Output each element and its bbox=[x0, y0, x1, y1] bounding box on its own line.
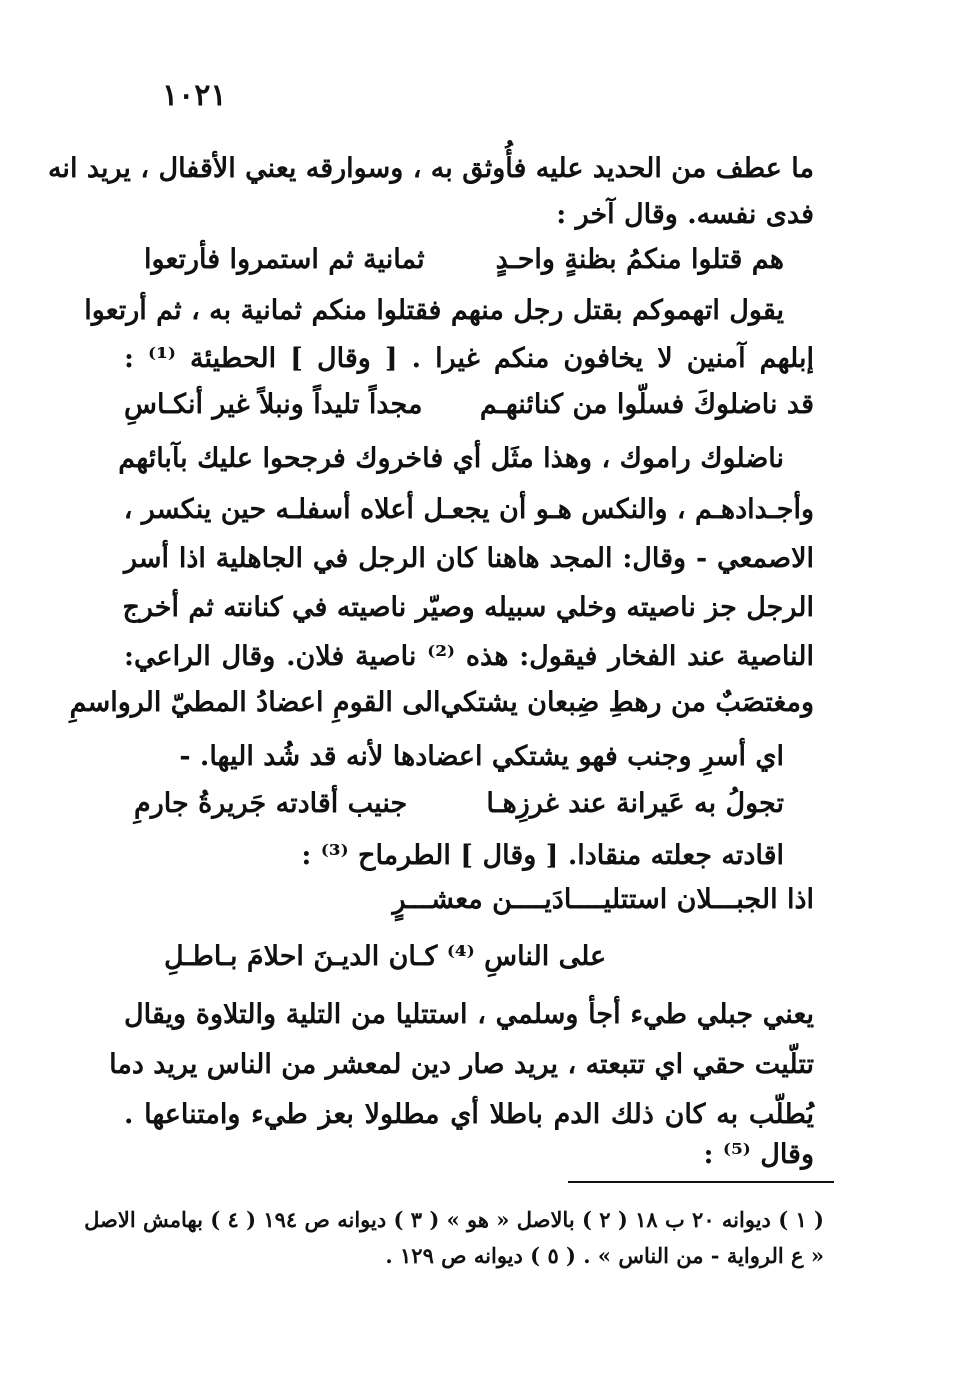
verse-second-hemistich: الى القومِ اعضادُ المطيّ الرواسمِ bbox=[69, 687, 441, 718]
verse-first-hemistich: ومغتصَبٌ من رهطِ ضِبعان يشتكي bbox=[440, 687, 814, 718]
footnote-line: ( ١ ) ديوانه ٢٠ ب ١٨ ( ٢ ) بالاصل « هو » ( ٣ ) ديوانه ص ١٩٤ ( ٤ ) بهامش الاصل bbox=[84, 1207, 824, 1232]
verse-line bbox=[69, 681, 814, 725]
text-line: تتلّيت حقي اي تتبعته ، يريد صار دين لمعشر من الناس يريد دما bbox=[109, 1049, 814, 1080]
text-line: وأجـدادهـم ، والنكس هـو أن يجعـل أعلاه أسفلـه حين ينكسر ، bbox=[123, 494, 814, 525]
text-line: يعني جبلي طيء أجأ وسلمي ، استتليا من التلية والتلاوة ويقال bbox=[124, 999, 814, 1030]
verse-second-hemistich: جنيب أقادته جَريرةُ جارمِ bbox=[134, 788, 408, 819]
text-line: يُطلّب به كان ذلك الدم باطلا أي مطلولا بعز طيء وامتناعها . bbox=[124, 1099, 814, 1130]
verse-line bbox=[124, 782, 814, 826]
text-line: الاصمعي - وقال: المجد هاهنا كان الرجل في الجاهلية اذا أسر bbox=[124, 543, 814, 574]
text-line: اي أسرِ وجنب فهو يشتكي اعضادها لأنه قد شُد اليها. - bbox=[179, 741, 784, 772]
text-line: فدى نفسه. وقال آخر : bbox=[556, 199, 814, 230]
verse-first-hemistich: قد ناضلوكَ فسلّوا من كنائنهـم bbox=[479, 389, 814, 420]
verse-line bbox=[124, 935, 814, 979]
text-line: ناضلوك راموك ، وهذا مثَل أي فاخروك فرجحوا عليك بآبائهم bbox=[118, 443, 784, 474]
verse-line: اذا الجبـــلان استتليــــادَيــــن معشـــرٍ bbox=[392, 884, 814, 915]
text-line: الناصية عند الفخار فيقول: هذه ⁽²⁾ ناصية فلان. وقال الراعي: bbox=[124, 641, 814, 672]
text-line: وقال ⁽⁵⁾ : bbox=[703, 1139, 814, 1170]
footnote-separator bbox=[568, 1181, 834, 1183]
verse-second-hemistich: مجداً تليداً ونبلاً غير أنكـاسِ bbox=[124, 389, 423, 420]
text-line: ما عطف من الحديد عليه فأُوثق به ، وسوارقه يعني الأقفال ، يريد انه bbox=[47, 153, 814, 184]
text-line: الرجل جز ناصيته وخلي سبيله وصيّر ناصيته في كنانته ثم أخرج bbox=[122, 592, 814, 623]
verse-line bbox=[124, 238, 814, 282]
verse-first-hemistich: على الناسِ ⁽⁴⁾ كـان الديـنَ احلامَ بـاطـلِ bbox=[164, 941, 607, 972]
footnote-line: « ع الرواية - من الناس » . ( ٥ ) ديوانه ص ١٢٩ . bbox=[385, 1243, 824, 1268]
verse-line bbox=[124, 383, 814, 427]
text-line: إبلهم آمنين لا يخافون منكم غيرا . [ وقال ] الحطيئة ⁽¹⁾ : bbox=[124, 343, 814, 374]
text-line: يقول اتهموكم بقتل رجل منهم فقتلوا منكم ثمانية به ، ثم أرتعوا bbox=[84, 295, 784, 326]
text-line: اقادته جعلته منقادا. [ وقال ] الطرماح ⁽³⁾ : bbox=[301, 840, 784, 871]
verse-first-hemistich: هم قتلوا منكمُ بظنةٍ واحـدٍ bbox=[495, 244, 784, 275]
verse-second-hemistich: ثمانية ثم استمروا فأرتعوا bbox=[144, 244, 425, 275]
verse-first-hemistich: تجولُ به عَيرانة عند غرزِهـا bbox=[486, 788, 784, 819]
page-number: ١٠٢١ bbox=[162, 78, 227, 113]
